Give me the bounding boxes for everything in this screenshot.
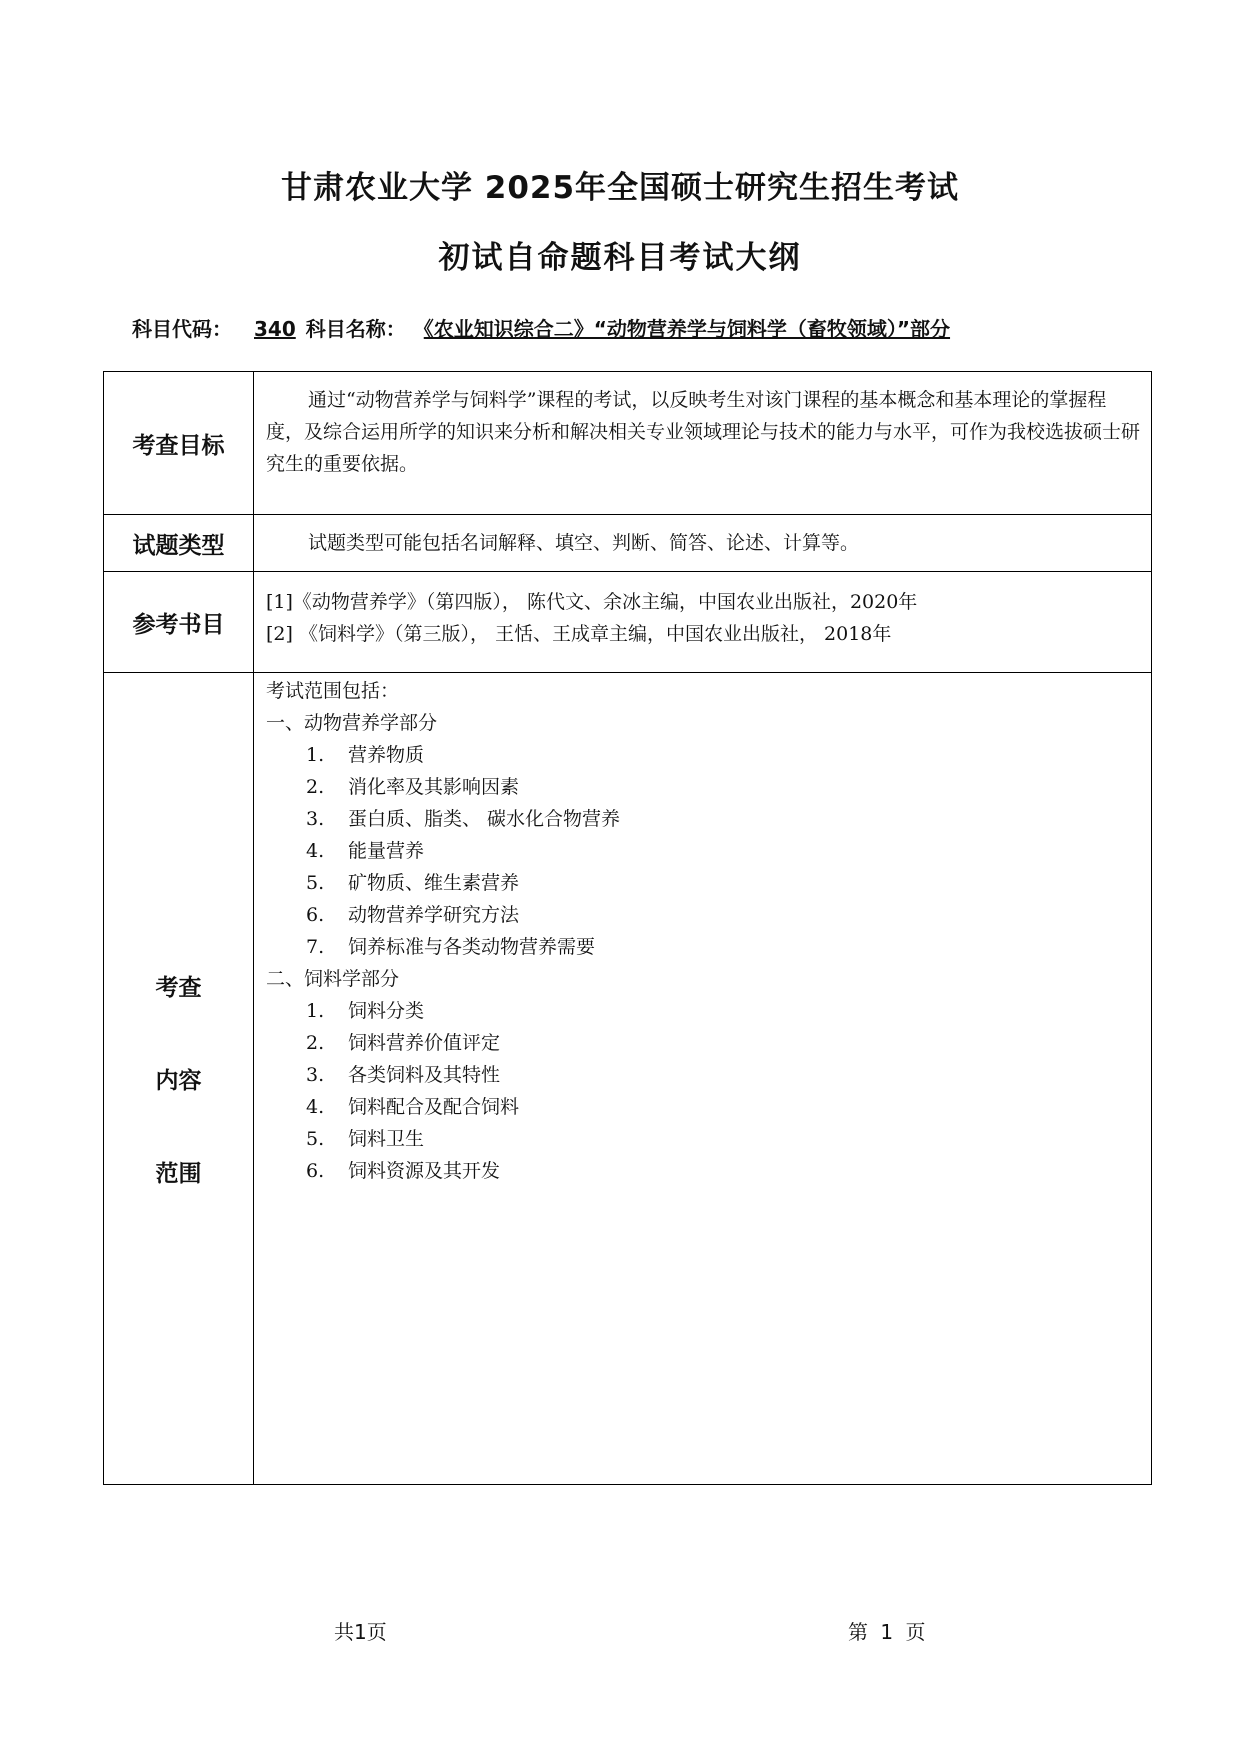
references-label: 参考书目	[104, 572, 254, 673]
part1-title: 一、动物营养学部分	[266, 712, 438, 734]
subject-code-value: 340	[254, 317, 296, 341]
subject-code-label: 科目代码：	[132, 317, 232, 341]
footer-page-number: 第 1 页	[848, 1620, 926, 1644]
scope-label-line: 考查	[155, 975, 202, 1001]
objective-label: 考查目标	[104, 372, 254, 515]
list-item: 7. 饲养标准与各类动物营养需要	[306, 936, 596, 958]
list-item: 4. 能量营养	[306, 840, 425, 862]
list-item: 2. 消化率及其影响因素	[306, 776, 520, 798]
scope-content	[254, 673, 1152, 1485]
list-item: 3. 蛋白质、脂类、 碳水化合物营养	[306, 808, 621, 830]
list-item: 1. 饲料分类	[306, 1000, 425, 1022]
scope-label	[104, 673, 254, 1485]
subject-line	[132, 313, 1132, 342]
references-content	[254, 572, 1152, 673]
question-types-row	[104, 515, 1152, 572]
reference-item: [2] 《饲料学》（第三版）， 王恬、王成章主编，中国农业出版社， 2018年	[266, 623, 892, 645]
list-item: 6. 动物营养学研究方法	[306, 904, 520, 926]
footer-total-pages: 共1页	[334, 1620, 387, 1644]
scope-intro: 考试范围包括：	[266, 680, 400, 702]
list-item: 6. 饲料资源及其开发	[306, 1160, 501, 1182]
list-item: 1. 营养物质	[306, 744, 425, 766]
question-types-text: 试题类型可能包括名词解释、填空、判断、简答、论述、计算等。	[308, 532, 860, 554]
outline-table	[103, 371, 1152, 1485]
scope-row	[104, 673, 1152, 1485]
scope-label-line: 内容	[155, 1068, 202, 1094]
scope-label-line: 范围	[155, 1161, 202, 1187]
part2-list	[266, 995, 1141, 1187]
list-item: 4. 饲料配合及配合饲料	[306, 1096, 520, 1118]
question-types-label: 试题类型	[104, 515, 254, 572]
list-item: 5. 矿物质、维生素营养	[306, 872, 520, 894]
part2-title: 二、饲料学部分	[266, 968, 400, 990]
objective-row	[104, 372, 1152, 515]
page-subtitle: 初试自命题科目考试大纲	[438, 240, 802, 276]
question-types-content	[254, 515, 1152, 572]
subject-name-value: 《农业知识综合二》“动物营养学与饲料学（畜牧领域）”部分	[423, 317, 951, 341]
list-item: 5. 饲料卫生	[306, 1128, 425, 1150]
list-item: 2. 饲料营养价值评定	[306, 1032, 501, 1054]
page-title: 甘肃农业大学 2025年全国硕士研究生招生考试	[280, 170, 960, 206]
references-row	[104, 572, 1152, 673]
objective-content	[254, 372, 1152, 515]
reference-item: [1]《动物营养学》（第四版）， 陈代文、余冰主编，中国农业出版社，2020年	[266, 591, 918, 613]
list-item: 3. 各类饲料及其特性	[306, 1064, 501, 1086]
objective-text: 通过“动物营养学与饲料学”课程的考试，以反映考生对该门课程的基本概念和基本理论的掌握程度，及综合运用所学的知识来分析和解决相关专业领域理论与技术的能力与水平，可作为我校选拔硕士研究生的重要依据。	[266, 389, 1141, 475]
part1-list	[266, 739, 1141, 963]
subject-name-label: 科目名称：	[305, 317, 406, 341]
